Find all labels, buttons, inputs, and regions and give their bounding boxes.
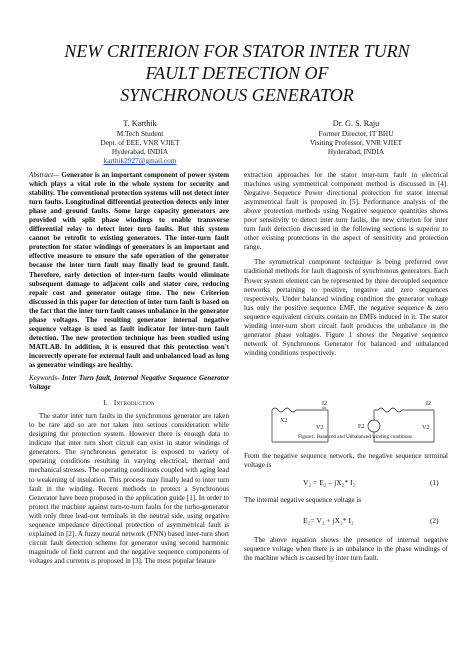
fig-label-v2-right: V2 — [422, 425, 430, 431]
equation-1-number: (1) — [430, 478, 439, 487]
right-paragraph-3-wrap — [244, 452, 448, 470]
source-symbol — [368, 420, 380, 432]
keywords — [29, 374, 229, 392]
author-affiliation: Hyderabad, INDIA — [111, 147, 169, 156]
abstract-text: Generator is an important component of power system which plays a vital role in the whole system for security and stability. The conventional protection systems will not detect inter turn faults. Longitudinal differential protection detects only inter phase and ground faults. Some large capacity generators are provided with split phase windings to enable transverse differential relay to detect inter turn faults. But this system cannot be retrofit to existing generators. The inter-turn fault protection for stator windings of generators is an important and effective measure to ensure the safe operation of the generator because the inter turn fault may finally lead to ground fault. Therefore, early detection of inter-turn faults would eliminate subsequent damage to adjacent coils and stator core, reducing repair cost and generator outage time. The new Criterion discussed in this paper for detection of inter turn fault is based on the fact that the inter turn fault causes unbalance in the generator phase voltages. The resulting generator internal negative sequence voltage is used as fault indicator for inter-turn fault detection. The new protection technique has been studied using MATLAB. In addition, it is ensured that this protection won't incorrectly operate for external fault and unbalanced load as long as generator windings are healthy. — [29, 171, 229, 369]
fig-label-e2: E2 — [358, 424, 365, 430]
right-paragraph-4-wrap — [244, 496, 448, 505]
author-affiliation: Dept. of EEE, VNR VJIET — [100, 138, 180, 147]
right-paragraph-4: The internal negative sequence voltage is — [244, 496, 362, 504]
intro-paragraph: The stator inter turn faults in the synchronous generator are taken to be rare and so are not taken into serious consideration while designing the protection system. However there is enough data to indicate that inter turn short circuit can exist in stator windings of generators. The synchronous generator is exposed to variety of operating conditions resulting in varying electrical, thermal and mechanical stresses. The operating conditions coupled with aging lead to weakening of insulation. This process may finally lead to inter turn fault in the winding. Recent methods to protect a Synchronous Generator have been proposed in the application guide [1]. In order to protect the machine against turn-to-turn faults for the turbo-generator with only three lead-out terminals in the neutral side, using negative sequence impedance directional protection of asymmetrical fault is explained in [2]. A fuzzy neural network (FNN) based inter-turn short circuit fault detection scheme for generator using second harmonic magnitude of field current and the negative sequence components of voltages and currents is proposed in [3]. The most popular feature — [29, 412, 229, 565]
paper-title — [0, 40, 474, 106]
left-column — [29, 171, 229, 566]
title-line: SYNCHRONOUS GENERATOR — [120, 85, 354, 105]
right-paragraph-5-wrap — [244, 536, 448, 563]
author-affiliation: Former Director, IT BHU — [318, 129, 394, 138]
sequence-network-figure — [266, 401, 442, 446]
author-email-link[interactable]: karthik2927@gmail.com — [103, 156, 177, 165]
right-paragraph-5: The above equation shows the presence of internal negative sequence voltage when there is an unbalance in the phase windings of the machine which is caused by inter turn fault. — [244, 536, 448, 563]
fig-label-i2-right: I2 — [426, 401, 431, 407]
right-column — [244, 171, 448, 358]
author-block-2 — [276, 118, 436, 156]
right-paragraph-2: The symmetrical component technique is being preferred over traditional methods for fault diagnosis of synchronous generators. Each Power system element can be represented by three decoupled sequence networks pertaining to positive, negative and zero sequences respectively. Under balanced winding condition the generator voltage has only the positive sequence EMF, the negative sequence & zero sequence equivalent circuits contain no EMFs induced in it. The stator winding inter-turn short circuit fault produces the unbalance in the generator phase voltages. Figure 1 shows the Negative sequence network of Synchronous Generator for balanced and unbalanced winding conditions respectively. — [244, 258, 448, 357]
author-name: T. Karthik — [123, 119, 157, 128]
title-line: FAULT DETECTION OF — [145, 63, 329, 83]
equation-2-number: (2) — [430, 516, 439, 525]
author-block-1 — [60, 118, 220, 165]
right-paragraph-3: From the negative sequence network, the negative sequence terminal voltage is — [244, 452, 448, 470]
equation-1: V₂ = E₂ – jX₂* I₂ — [303, 478, 356, 487]
author-affiliation: Hyderabad, INDIA — [327, 147, 385, 156]
title-line: NEW CRITERION FOR STATOR INTER TURN — [64, 41, 410, 61]
fig-label-i2-left: I2 — [322, 401, 327, 407]
author-affiliation: Visiting Professor, VNR VJIET — [309, 138, 403, 147]
equation-2: E₂= V₂ + jX₂* I₂ — [303, 516, 354, 525]
fig-label-v2-left: V2 — [316, 425, 324, 431]
keywords-lead: Keywords- — [29, 374, 60, 383]
section-number: I. — [103, 399, 108, 408]
inductor-symbol — [272, 408, 296, 412]
abstract — [29, 171, 229, 370]
section-heading — [29, 399, 229, 408]
keywords-text: Inter Turn fault, Internal Negative Sequence Generator Voltage — [29, 374, 229, 392]
figure-caption: Figure1. Balanced and Unbalanced winding conditions — [297, 434, 413, 440]
author-affiliation: M.Tech Student — [116, 129, 164, 138]
abstract-lead: Abstract— — [29, 171, 60, 179]
fig-label-x2: X2 — [280, 418, 288, 424]
right-paragraph-1: extraction approaches for the stator inter-turn fault in electrical machines using symmetrical component method is discussed in [4]. Negative Sequence Power directional protection for stator internal asymmetrical fault is proposed in [5]. Performance analysis of the above protection methods using Negative sequence quantities shows poor sensitivity to detect inter turn faults, the new criterion for inter turn fault detection discussed in the following sections is superior to other existing protections in the aspect of sensitivity and protection range. — [244, 171, 448, 252]
author-name: Dr. G. S. Raju — [332, 119, 380, 128]
section-title: Introduction — [113, 399, 155, 408]
